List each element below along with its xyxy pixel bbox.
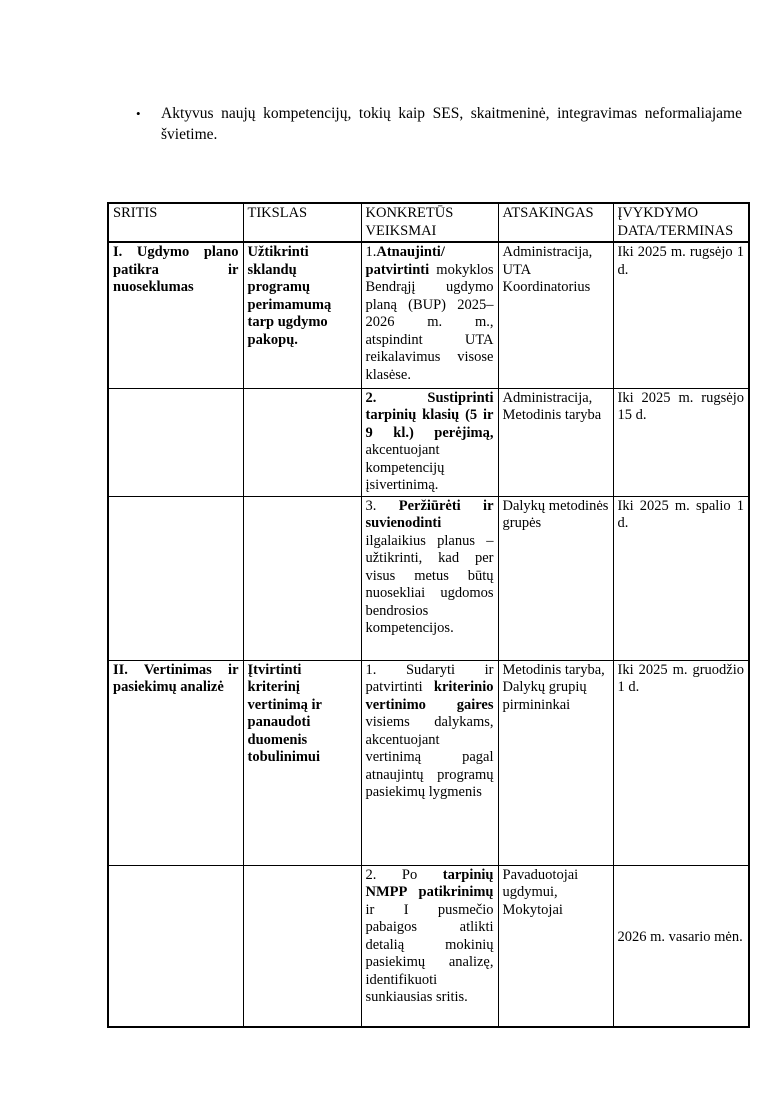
cell-veiksmai: 3. Peržiūrėti ir suvienodinti ilgalaikius planus – užtikrinti, kad per visus metus būtų nuosekliai ugdomos bendrosios kompetencijos. <box>361 496 498 660</box>
header-veiksmai: KONKRETŪS VEIKSMAI <box>361 203 498 242</box>
table-header <box>108 203 749 242</box>
cell-atsakingas: Administracija, Metodinis taryba <box>498 388 613 496</box>
bullet-marker: • <box>136 106 141 121</box>
cell-atsakingas: Administracija, UTA Koordinatorius <box>498 242 613 388</box>
cell-sritis <box>108 388 243 496</box>
plan-table <box>107 202 750 1028</box>
cell-veiksmai: 2. Po tarpinių NMPP patikrinimų ir I pusmečio pabaigos atlikti detalią mokinių pasiekimų analizę, identifikuoti sunkiausias sritis. <box>361 865 498 1027</box>
header-terminas: ĮVYKDYMO DATA/TERMINAS <box>613 203 749 242</box>
cell-sritis <box>108 865 243 1027</box>
cell-terminas: Iki 2025 m. spalio 1 d. <box>613 496 749 660</box>
cell-veiksmai: 2. Sustiprinti tarpinių klasių (5 ir 9 kl.) perėjimą, akcentuojant kompetencijų įsivertinimą. <box>361 388 498 496</box>
header-tikslas: TIKSLAS <box>243 203 361 242</box>
header-sritis: SRITIS <box>108 203 243 242</box>
cell-atsakingas: Pavaduotojai ugdymui, Mokytojai <box>498 865 613 1027</box>
cell-sritis: II. Vertinimas ir pasiekimų analizė <box>108 660 243 865</box>
cell-veiksmai: 1. Sudaryti ir patvirtinti kriterinio vertinimo gaires visiems dalykams, akcentuojant vertinimą pagal atnaujintų programų pasiekimų lygmenis <box>361 660 498 865</box>
bullet-paragraph <box>136 103 742 145</box>
cell-tikslas <box>243 496 361 660</box>
header-row <box>108 203 749 242</box>
cell-tikslas: Įtvirtinti kriterinį vertinimą ir panaudoti duomenis tobulinimui <box>243 660 361 865</box>
cell-terminas: Iki 2025 m. gruodžio 1 d. <box>613 660 749 865</box>
cell-terminas: Iki 2025 m. rugsėjo 1 d. <box>613 242 749 388</box>
table-row <box>108 388 749 496</box>
cell-atsakingas: Metodinis taryba, Dalykų grupių pirmininkai <box>498 660 613 865</box>
cell-terminas: Iki 2025 m. rugsėjo 15 d. <box>613 388 749 496</box>
cell-sritis: I. Ugdymo plano patikra ir nuoseklumas <box>108 242 243 388</box>
cell-terminas: 2026 m. vasario mėn. <box>613 865 749 1027</box>
table-row <box>108 496 749 660</box>
table-row <box>108 242 749 388</box>
cell-tikslas <box>243 388 361 496</box>
bullet-text: Aktyvus naujų kompetencijų, tokių kaip SES, skaitmeninė, integravimas neformaliajame švietime. <box>161 105 742 143</box>
cell-atsakingas: Dalykų metodinės grupės <box>498 496 613 660</box>
cell-tikslas: Užtikrinti sklandų programų perimamumą tarp ugdymo pakopų. <box>243 242 361 388</box>
cell-veiksmai: 1.Atnaujinti/ patvirtinti mokyklos Bendrąjį ugdymo planą (BUP) 2025–2026 m. m., atspindint UTA reikalavimus visose klasėse. <box>361 242 498 388</box>
header-atsakingas: ATSAKINGAS <box>498 203 613 242</box>
cell-sritis <box>108 496 243 660</box>
cell-tikslas <box>243 865 361 1027</box>
table-body <box>108 242 749 1027</box>
table-row <box>108 865 749 1027</box>
table-row <box>108 660 749 865</box>
